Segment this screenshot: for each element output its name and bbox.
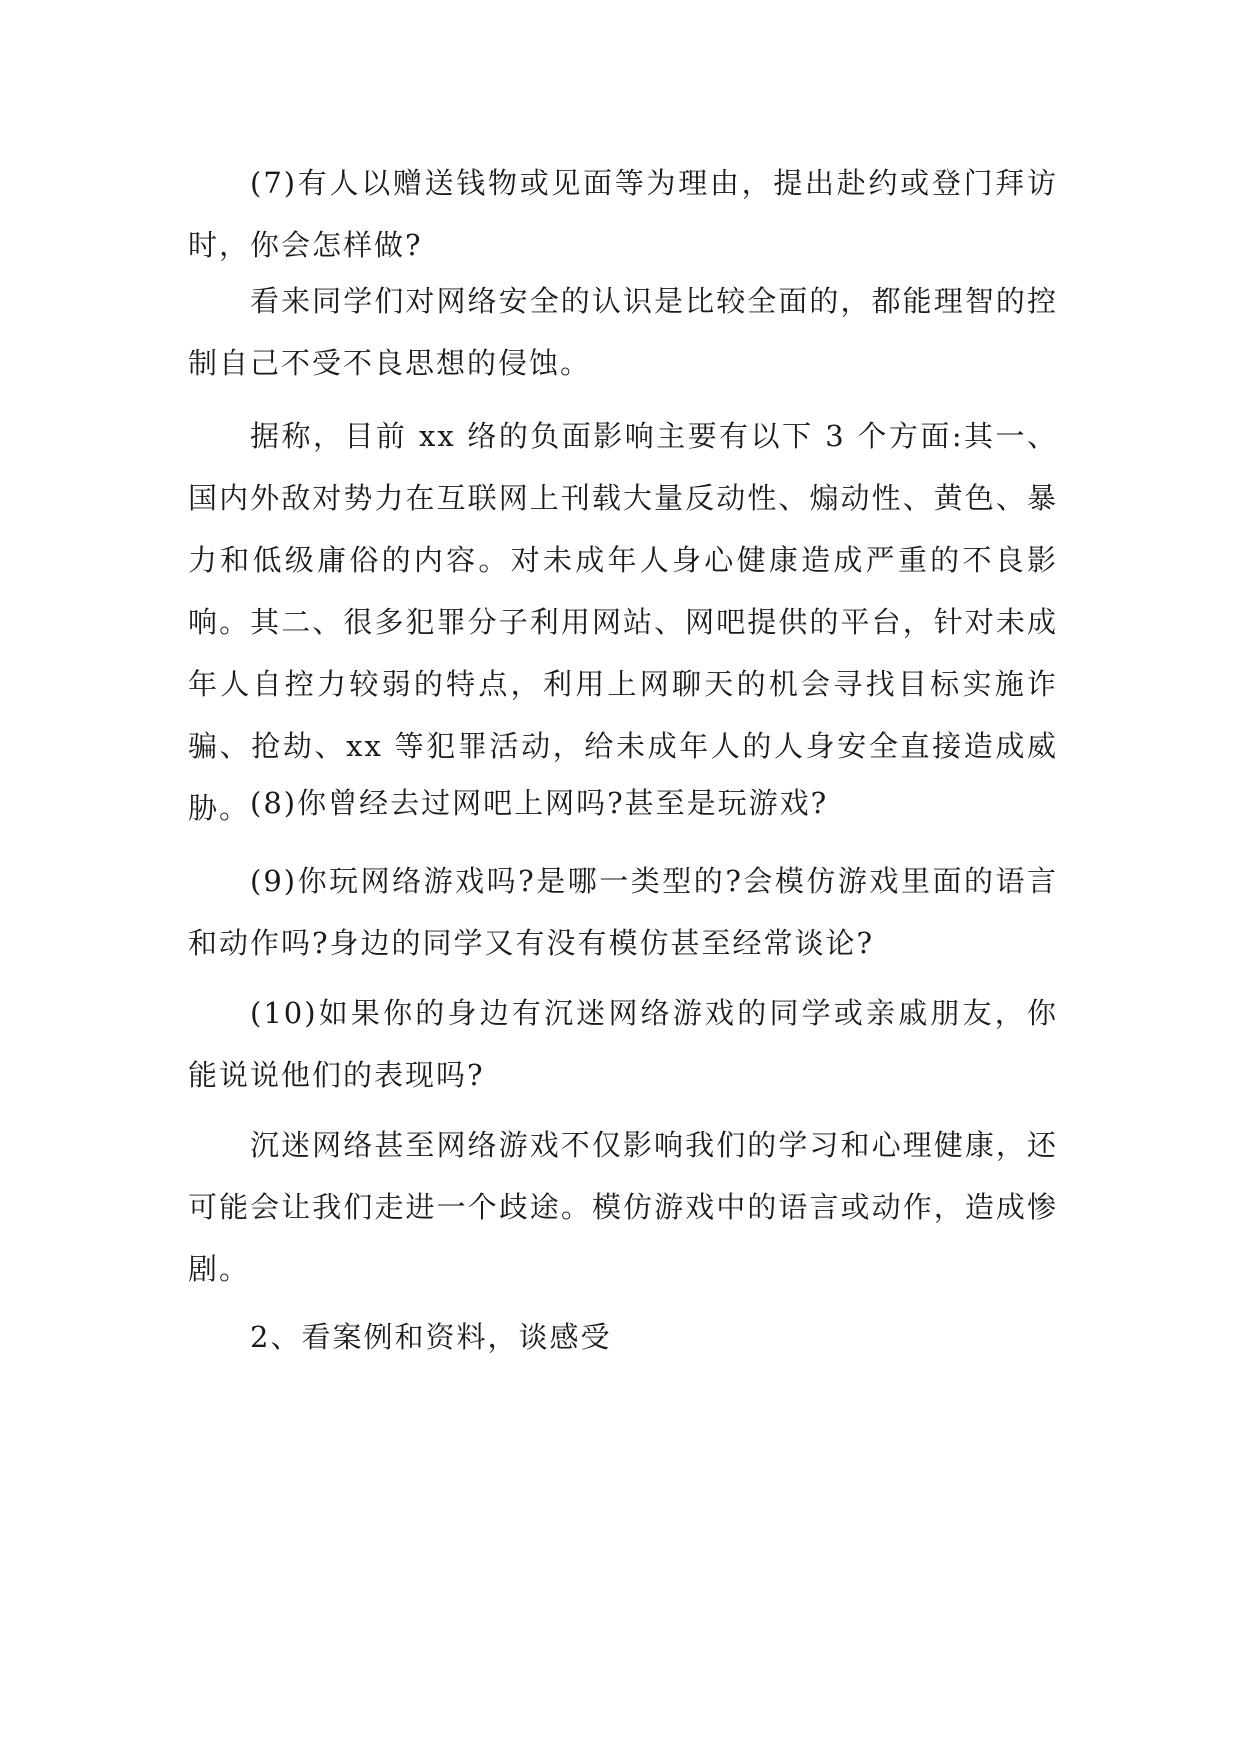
section-heading-cases: 2、看案例和资料，谈感受 (250, 1320, 612, 1354)
paragraph-game-addiction: 沉迷网络甚至网络游戏不仅影响我们的学习和心理健康，还可能会让我们走进一个歧途。模仿游戏中的语言或动作，造成惨剧。 (188, 1128, 1058, 1286)
paragraph-question-7: (7)有人以赠送钱物或见面等为理由，提出赴约或登门拜访时，你会怎样做? (188, 166, 1058, 262)
paragraph-negative-effects: 据称，目前 xx 络的负面影响主要有以下 3 个方面:其一、国内外敌对势力在互联网上刊载大量反动性、煽动性、黄色、暴力和低级庸俗的内容。对未成年人身心健康造成严重的不良影响。其二、很多犯罪分子利用网站、网吧提供的平台，针对未成年人自控力较弱的特点，利用上网聊天的机会寻找目标实施诈骗、抢劫、xx 等犯罪活动，给未成年人的人身安全直接造成威胁。 (188, 419, 1058, 825)
paragraph-summary-awareness: 看来同学们对网络安全的认识是比较全面的，都能理智的控制自己不受不良思想的侵蚀。 (188, 284, 1058, 380)
paragraph-question-9: (9)你玩网络游戏吗?是哪一类型的?会模仿游戏里面的语言和动作吗?身边的同学又有没有模仿甚至经常谈论? (188, 864, 1058, 960)
paragraph-question-8: (8)你曾经去过网吧上网吗?甚至是玩游戏? (250, 786, 829, 820)
paragraph-question-10: (10)如果你的身边有沉迷网络游戏的同学或亲戚朋友，你能说说他们的表现吗? (188, 996, 1058, 1092)
